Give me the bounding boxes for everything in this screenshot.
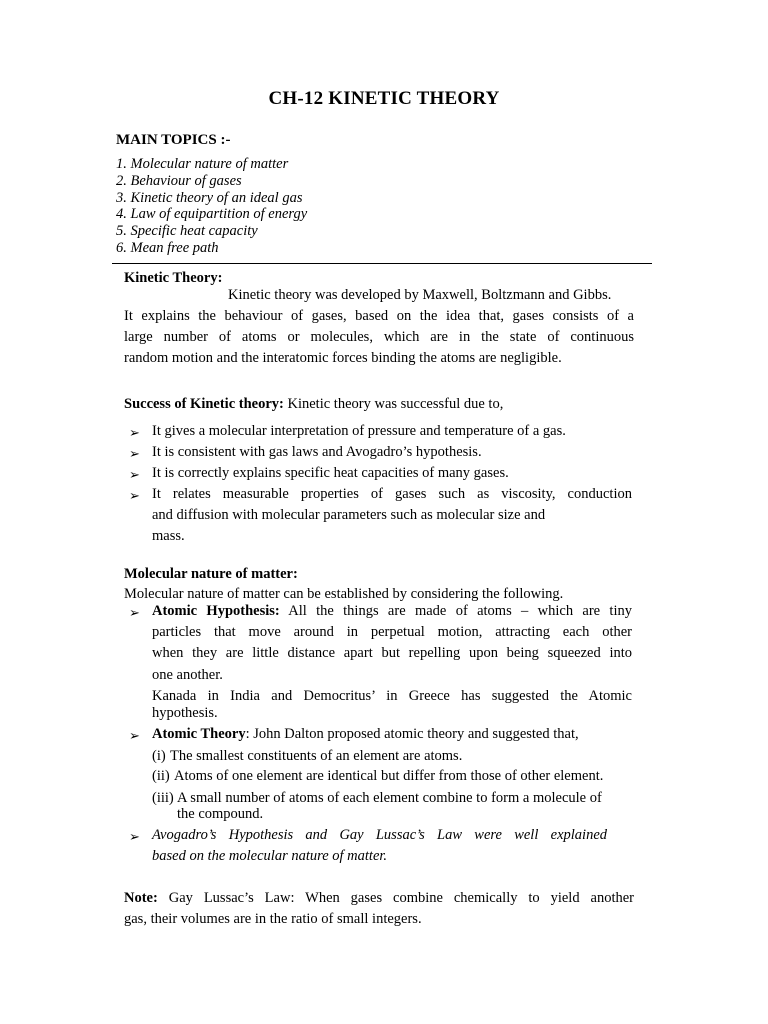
atomic-hypothesis-item xyxy=(152,601,632,686)
bullet-text: It is consistent with gas laws and Avogadro’s hypothesis. xyxy=(152,444,482,460)
point-text: The smallest constituents of an element are atoms. xyxy=(170,748,463,764)
paragraph-line: It explains the behaviour of gases, based on the idea that, gases consists of a xyxy=(124,308,634,324)
molecular-nature-intro: Molecular nature of matter can be established by considering the following. xyxy=(124,586,564,602)
atomic-theory-item xyxy=(152,724,632,745)
bullet-arrow-icon: ➢ xyxy=(129,446,140,461)
bullet-text: particles that move around in perpetual motion, attracting each other xyxy=(152,624,632,641)
kinetic-theory-heading: Kinetic Theory: xyxy=(124,270,223,286)
topic-item: 3. Kinetic theory of an ideal gas xyxy=(116,189,303,206)
point-text: Atoms of one element are identical but differ from those of other element. xyxy=(174,768,604,784)
success-bullet xyxy=(152,463,632,484)
paragraph-line: hypothesis. xyxy=(152,705,218,721)
section-divider xyxy=(112,263,652,264)
paragraph-line: large number of atoms or molecules, which are in the state of continuous xyxy=(124,329,634,345)
note-label: Note: xyxy=(124,890,158,906)
point-number: (i) xyxy=(152,748,166,764)
bullet-text: Atomic Theory: John Dalton proposed atomic theory and suggested that, xyxy=(152,726,579,742)
point-number: (ii) xyxy=(152,768,170,784)
paragraph-line: random motion and the interatomic forces binding the atoms are negligible. xyxy=(124,350,562,366)
molecular-nature-heading: Molecular nature of matter: xyxy=(124,566,298,582)
bullet-text: It relates measurable properties of gases such as viscosity, conduction xyxy=(152,486,632,502)
paragraph-line: gas, their volumes are in the ratio of small integers. xyxy=(124,911,422,927)
atomic-theory-label: Atomic Theory xyxy=(152,726,246,742)
paragraph-line: Note: Gay Lussac’s Law: When gases combine chemically to yield another xyxy=(124,890,634,906)
success-intro: Kinetic theory was successful due to, xyxy=(283,396,504,412)
topic-item: 5. Specific heat capacity xyxy=(116,223,258,240)
point-number: (iii) xyxy=(152,790,174,806)
atomic-hypothesis-label: Atomic Hypothesis: xyxy=(152,603,280,619)
point-text: the compound. xyxy=(177,806,264,822)
bullet-arrow-icon: ➢ xyxy=(129,425,140,440)
point-text: A small number of atoms of each element combine to form a molecule of xyxy=(177,790,602,806)
page-title: CH-12 KINETIC THEORY xyxy=(268,88,500,109)
success-heading-line xyxy=(124,396,503,413)
success-heading: Success of Kinetic theory: xyxy=(124,396,284,412)
bullet-text: Avogadro’s Hypothesis and Gay Lussac’s Law were well explained xyxy=(152,827,607,843)
success-bullet xyxy=(152,442,632,463)
main-topics-list xyxy=(116,156,307,257)
bullet-text: Atomic Hypothesis: All the things are made of atoms – which are tiny xyxy=(152,603,632,619)
topic-item: 1. Molecular nature of matter xyxy=(116,156,289,172)
success-bullet xyxy=(152,421,632,442)
bullet-arrow-icon: ➢ xyxy=(129,728,140,743)
paragraph-line: Kanada in India and Democritus’ in Greece has suggested the Atomic xyxy=(152,688,632,704)
bullet-text: and diffusion with molecular parameters such as molecular size and xyxy=(152,507,546,524)
main-topics-label: MAIN TOPICS :- xyxy=(116,132,231,148)
note-paragraph xyxy=(124,888,634,930)
kinetic-theory-line: Kinetic theory was developed by Maxwell, Boltzmann and Gibbs. xyxy=(228,287,612,303)
topic-item: 4. Law of equipartition of energy xyxy=(116,206,308,223)
bullet-text: based on the molecular nature of matter. xyxy=(152,848,388,865)
bullet-text: one another. xyxy=(152,666,223,683)
topic-item: 2. Behaviour of gases xyxy=(116,172,242,189)
bullet-arrow-icon: ➢ xyxy=(129,605,140,620)
topic-item: 6. Mean free path xyxy=(116,239,219,256)
kanada-paragraph xyxy=(152,687,632,722)
kinetic-theory-paragraph xyxy=(124,306,634,369)
bullet-text: It is correctly explains specific heat capacities of many gases. xyxy=(152,465,509,481)
bullet-arrow-icon: ➢ xyxy=(129,829,140,844)
bullet-text: mass. xyxy=(152,528,185,545)
bullet-arrow-icon: ➢ xyxy=(129,467,140,482)
bullet-arrow-icon: ➢ xyxy=(129,488,140,503)
avogadro-item xyxy=(152,825,632,867)
bullet-text: It gives a molecular interpretation of pressure and temperature of a gas. xyxy=(152,423,566,439)
success-bullet xyxy=(152,484,632,548)
bullet-text: when they are little distance apart but repelling upon being squeezed into xyxy=(152,645,632,662)
